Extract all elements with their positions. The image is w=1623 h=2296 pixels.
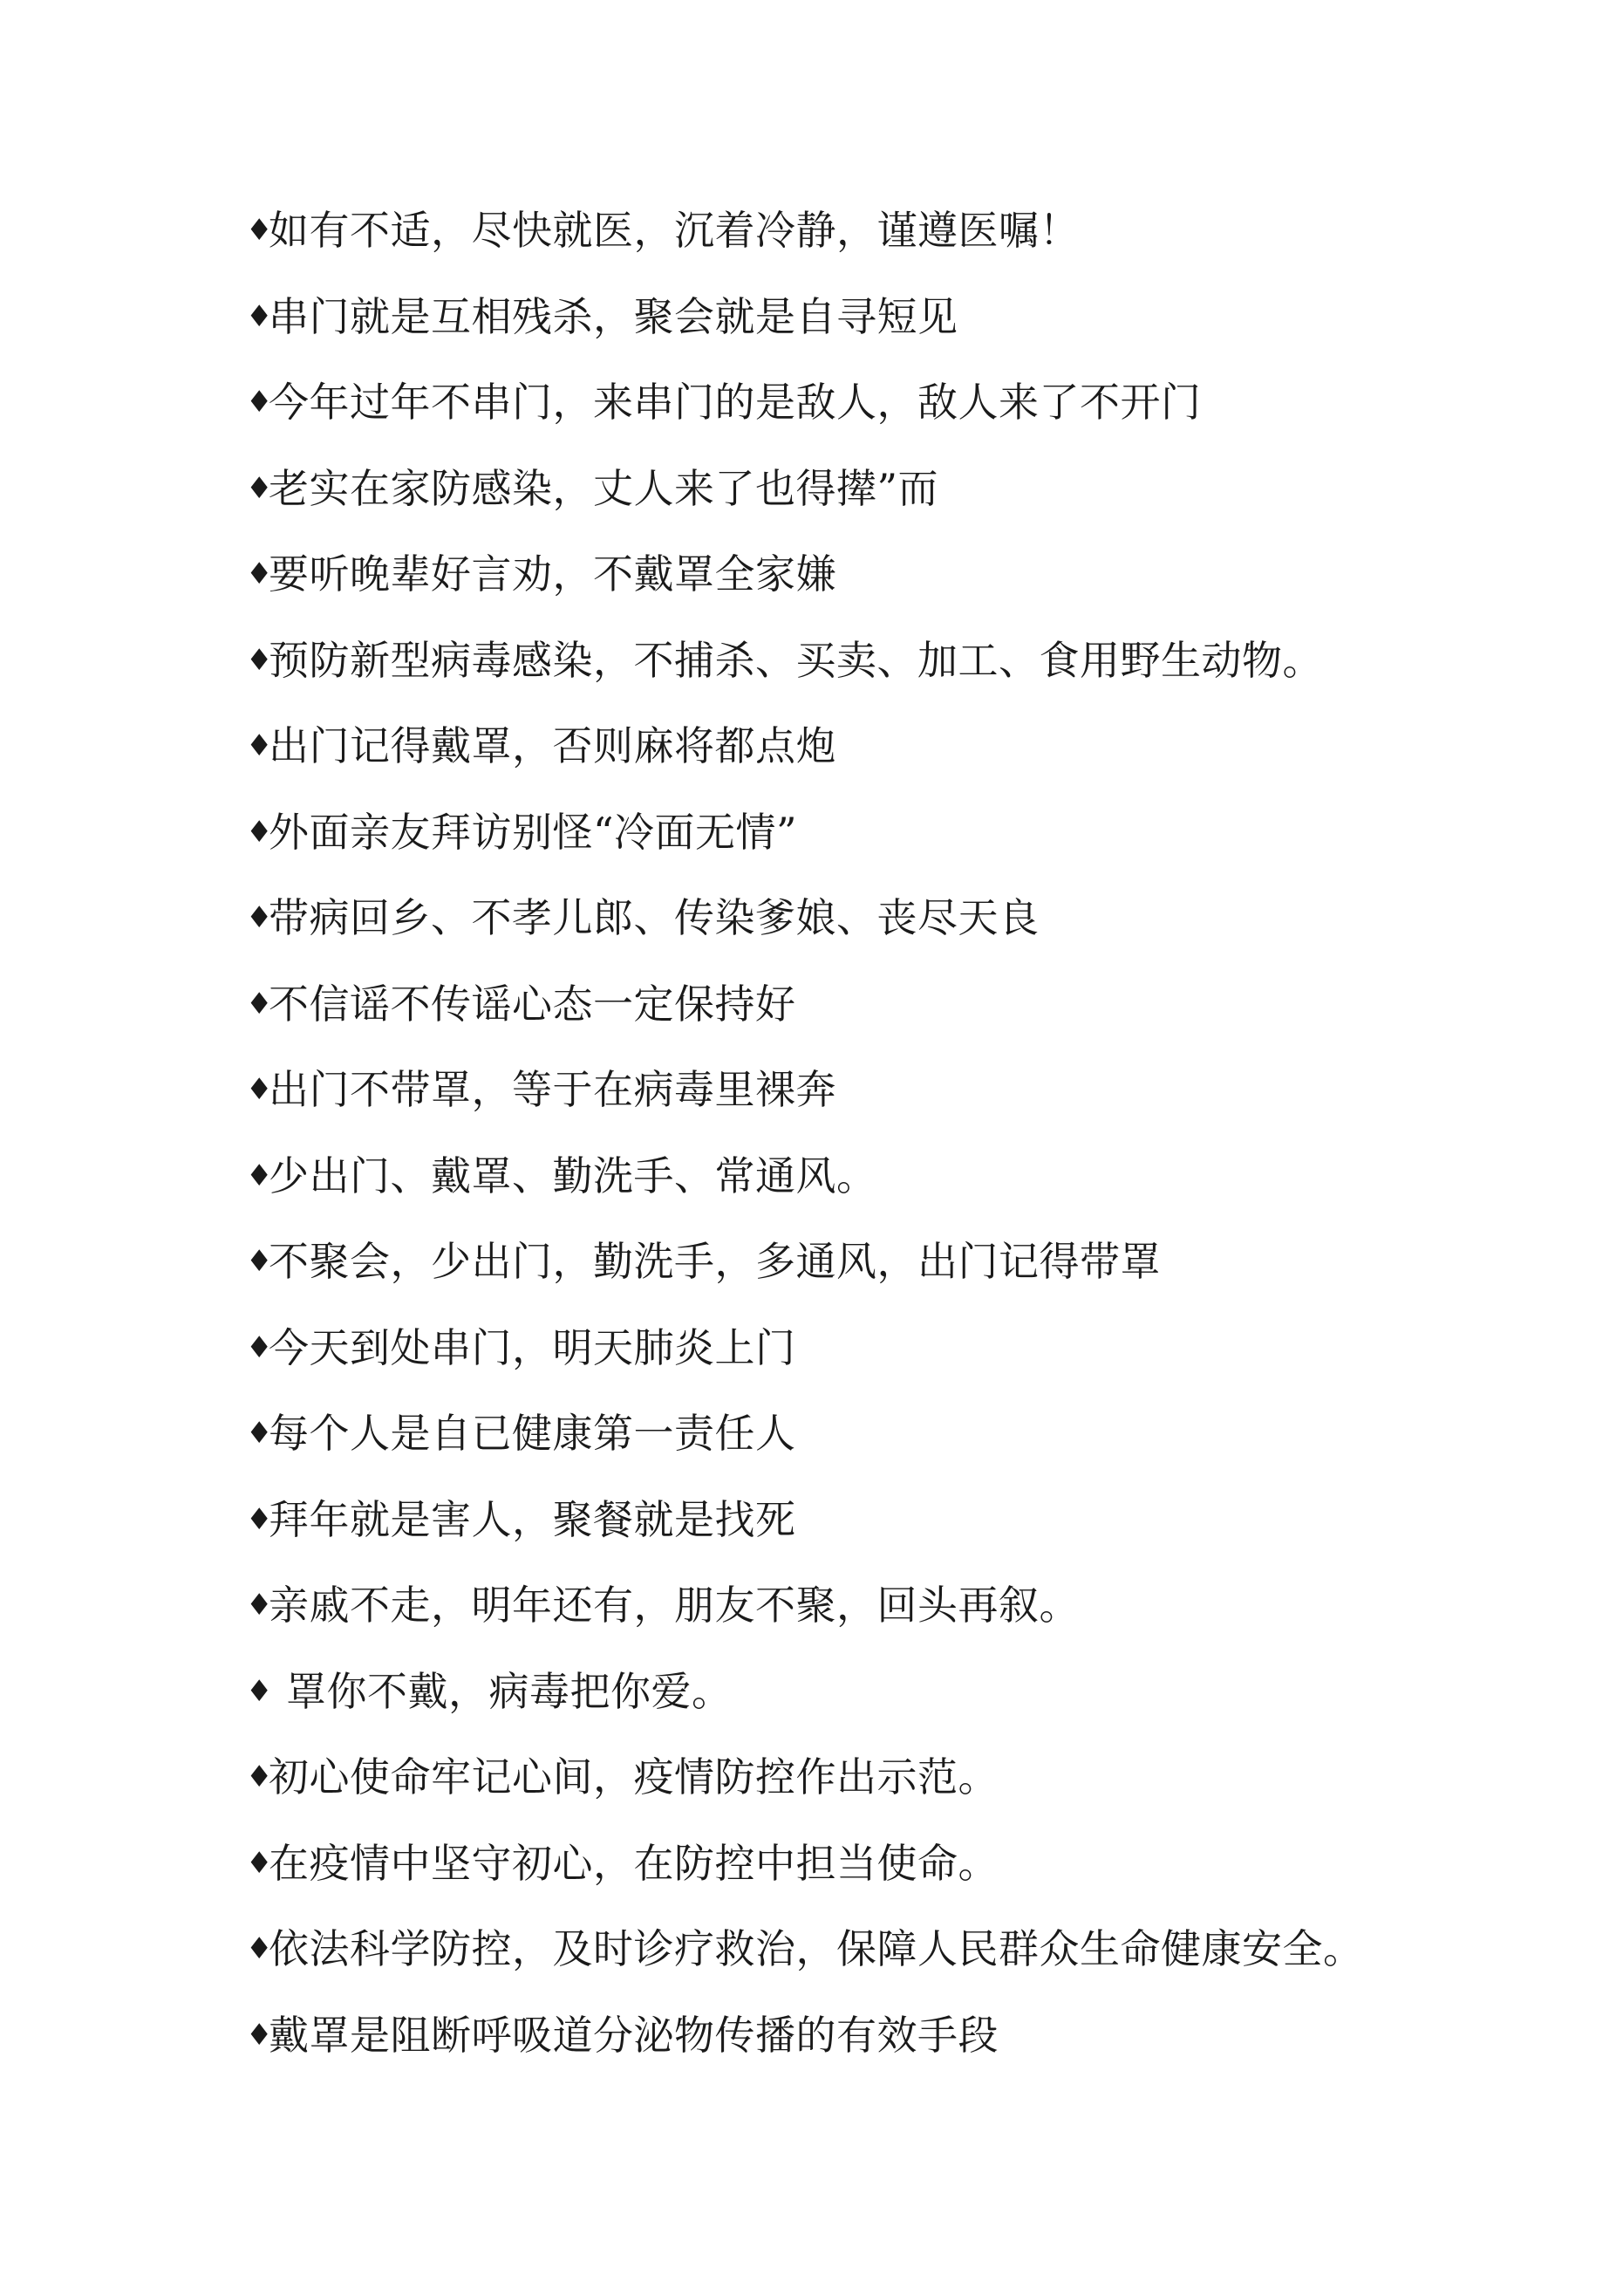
- slogan-text: 预防新型病毒感染，不捕杀、买卖、加工、食用野生动物。: [269, 636, 1323, 684]
- list-item: [246, 1148, 1554, 1234]
- slogan-text: 每个人是自已健康第一责任人: [269, 1410, 796, 1457]
- list-item: [246, 2007, 1554, 2094]
- diamond-bullet-icon: ♦: [246, 728, 273, 763]
- diamond-bullet-icon: ♦: [246, 213, 273, 248]
- diamond-bullet-icon: ♦: [246, 385, 273, 420]
- diamond-bullet-icon: ♦: [246, 557, 273, 591]
- diamond-bullet-icon: ♦: [246, 1501, 273, 1537]
- diamond-bullet-icon: ♦: [246, 1244, 273, 1279]
- list-item: [246, 632, 1554, 719]
- diamond-bullet-icon: ♦: [246, 1416, 273, 1451]
- diamond-bullet-icon: ♦: [246, 2017, 273, 2053]
- list-item: [246, 289, 1554, 375]
- list-item: [246, 1492, 1554, 1578]
- list-item: [246, 1749, 1554, 1835]
- list-item: [246, 1405, 1554, 1492]
- slogan-list: [246, 202, 1554, 2093]
- slogan-text: 要听晚辈好言劝，不戴罩全家嫌: [269, 550, 836, 598]
- slogan-text: 亲戚不走，明年还有，朋友不聚，回头再叙。: [269, 1582, 1080, 1629]
- slogan-text: 串门就是互相残杀，聚会就是自寻短见: [269, 292, 958, 340]
- slogan-text: 初心使命牢记心间，疫情防控作出示范。: [269, 1753, 999, 1801]
- slogan-text: 在疫情中坚守初心，在防控中担当使命。: [269, 1839, 999, 1887]
- slogan-text: 老实在家防感染，丈人来了也得撵”而: [269, 464, 939, 512]
- diamond-bullet-icon: ♦: [246, 900, 273, 935]
- list-item: [246, 546, 1554, 632]
- diamond-bullet-icon: ♦: [246, 1158, 273, 1193]
- list-item: [246, 374, 1554, 461]
- slogan-text: 拜年就是害人，聚餐就是找死: [269, 1495, 796, 1543]
- list-item: [246, 1664, 1554, 1750]
- diamond-bullet-icon: ♦: [246, 642, 273, 678]
- slogan-text: 外面亲友拜访别怪“冷面无情”: [269, 808, 798, 856]
- list-item: [246, 202, 1554, 289]
- list-item: [246, 1835, 1554, 1922]
- slogan-text: 出门不带罩，等于在病毒里裸奔: [269, 1066, 836, 1113]
- list-item: [246, 1577, 1554, 1664]
- list-item: [246, 804, 1554, 891]
- diamond-bullet-icon: ♦: [246, 1588, 273, 1623]
- slogan-text: 带病回乡、不孝儿郎、传染爹娘、丧尽天良: [269, 894, 1040, 941]
- diamond-bullet-icon: ♦: [246, 470, 273, 506]
- list-item: [246, 1233, 1554, 1320]
- diamond-bullet-icon: ♦: [246, 986, 273, 1022]
- diamond-bullet-icon: ♦: [246, 1329, 273, 1365]
- diamond-bullet-icon: ♦: [246, 1673, 273, 1709]
- list-item: [246, 1320, 1554, 1406]
- slogan-text: 少出门、戴罩、勤洗手、常通风。: [269, 1151, 877, 1199]
- slogan-text: 今天到处串门，明天肺炎上门: [269, 1323, 796, 1371]
- list-item: [246, 1921, 1554, 2007]
- diamond-bullet-icon: ♦: [246, 814, 273, 850]
- diamond-bullet-icon: ♦: [246, 1931, 273, 1966]
- diamond-bullet-icon: ♦: [246, 298, 273, 334]
- slogan-text: 不聚会，少出门，勤洗手，多通风，出门记得带罩: [269, 1238, 1161, 1285]
- slogan-text: 罩你不戴，病毒把你爱。: [286, 1667, 733, 1715]
- slogan-text: 如有不适，尽快就医，沉着冷静，谨遵医嘱！: [269, 207, 1080, 254]
- slogan-text: 戴罩是阻断呼吸道分泌物传播的有效手段: [269, 2011, 999, 2059]
- list-item: [246, 461, 1554, 547]
- diamond-bullet-icon: ♦: [246, 1072, 273, 1107]
- slogan-text: 不信谣不传谣心态一定保持好: [269, 980, 796, 1028]
- list-item: [246, 976, 1554, 1063]
- slogan-text: 今年过年不串门，来串门的是敌人，敌人来了不开门: [269, 379, 1202, 426]
- list-item: [246, 1062, 1554, 1148]
- diamond-bullet-icon: ♦: [246, 1845, 273, 1881]
- diamond-bullet-icon: ♦: [246, 1760, 273, 1794]
- slogan-text: 依法科学防控，及时诊疗救治，保障人民群众生命健康安全。: [269, 1925, 1364, 1972]
- slogan-text: 出门记得戴罩，否则麻将都点炮: [269, 722, 836, 769]
- list-item: [246, 718, 1554, 804]
- list-item: [246, 890, 1554, 976]
